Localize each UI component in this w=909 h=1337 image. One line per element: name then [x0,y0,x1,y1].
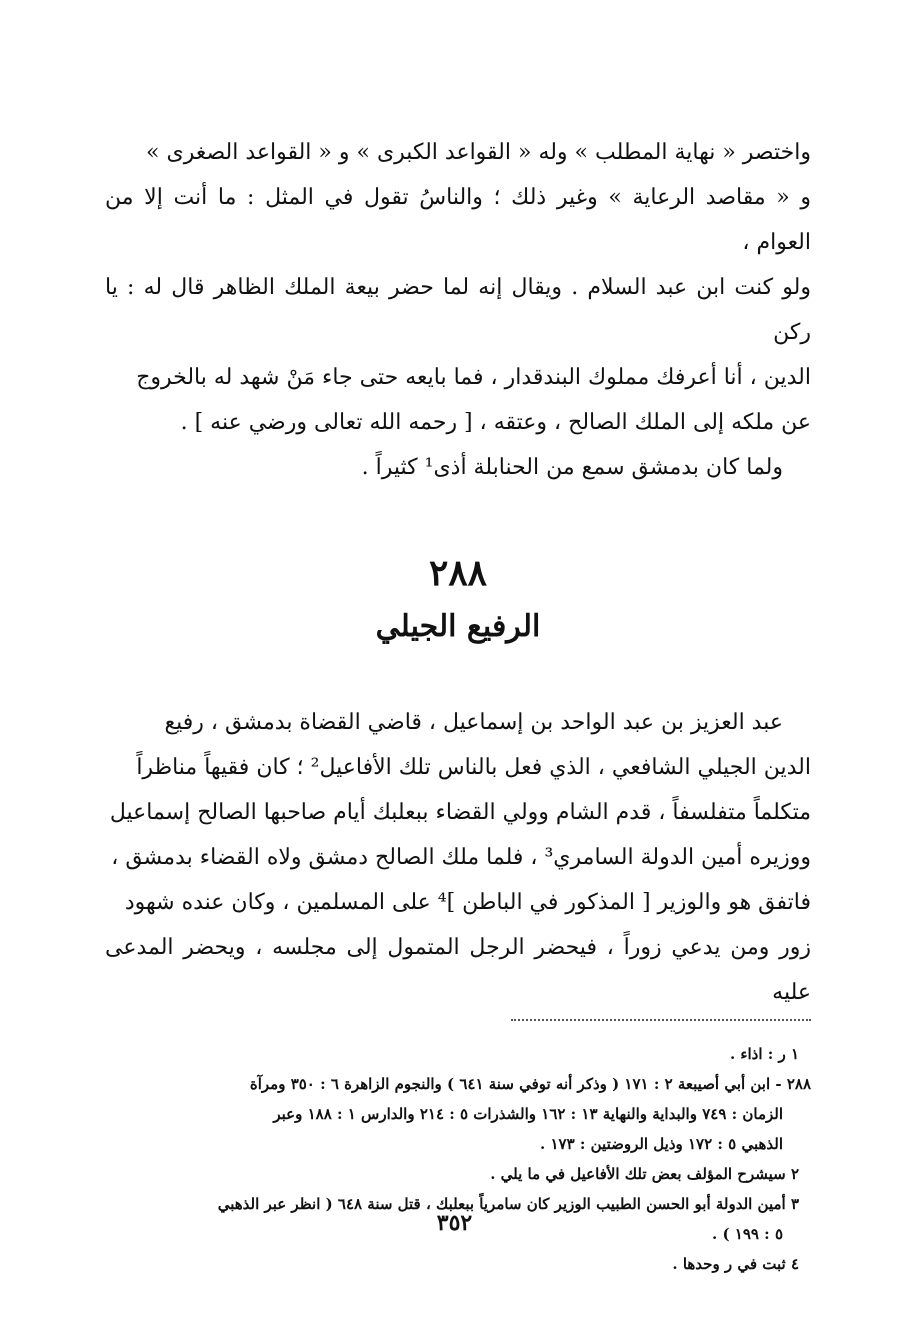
text-line: عن ملكه إلى الملك الصالح ، وعتقه ، [ رحمه الله تعالى ورضي عنه ] . [180,410,811,435]
body-paragraph [105,700,811,1015]
page-content [105,130,811,1279]
footnote: ٥ : ١٩٩ ) . [712,1225,783,1243]
text-line: الدين الجيلي الشافعي ، الذي فعل بالناس تلك الأفاعيل² ؛ كان فقيهاً مناظراً [136,755,811,780]
text-line: الدين ، أنا أعرفك مملوك البندقدار ، فما بايعه حتى جاء مَنْ شهد له بالخروج [136,365,811,390]
footnote: الزمان : ٧٤٩ والبداية والنهاية ١٣ : ١٦٢ والشذرات ٥ : ٢١٤ والدارس ١ : ١٨٨ وعبر [273,1105,783,1123]
footnote: ١ ر : اذاء . [729,1045,799,1063]
page-number: ٣٥٢ [436,1210,473,1236]
entry-title: الرفيع الجيلي [375,609,541,644]
text-line: عبد العزيز بن عبد الواحد بن إسماعيل ، قاضي القضاة بدمشق ، رفيع [164,710,783,735]
footnote: ٣ أمين الدولة أبو الحسن الطبيب الوزير كان سامرياً ببعلبك ، قتل سنة ٦٤٨ ( انظر عبر الذهبي [217,1195,799,1213]
footnote: ٤ ثبت في ر وحدها . [672,1255,799,1273]
footnote: ٢ سيشرح المؤلف بعض تلك الأفاعيل في ما يلي . [490,1165,799,1183]
entry-number: ٢٨٨ [428,552,487,594]
text-line: ولو كنت ابن عبد السلام . ويقال إنه لما حضر بيعة الملك الظاهر قال له : يا ركن [105,275,811,345]
footnote: الذهبي ٥ : ١٧٢ وذيل الروضتين : ١٧٣ . [540,1135,783,1153]
text-line: فاتفق هو والوزير [ المذكور في الباطن ]⁴ على المسلمين ، وكان عنده شهود [124,890,811,915]
footnotes [105,1039,811,1279]
footnote: ٢٨٨ - ابن أبي أصيبعة ٢ : ١٧١ ( وذكر أنه توفي سنة ٦٤١ ) والنجوم الزاهرة ٦ : ٣٥٠ ومرآة [249,1075,811,1093]
text-line: زور ومن يدعي زوراً ، فيحضر الرجل المتمول إلى مجلسه ، ويحضر المدعى عليه [105,935,811,1005]
text-line: متكلماً متفلسفاً ، قدم الشام وولي القضاء ببعلبك أيام صاحبها الصالح إسماعيل [109,800,811,825]
top-paragraph [105,130,811,490]
text-line: ووزيره أمين الدولة السامري³ ، فلما ملك الصالح دمشق ولاه القضاء بدمشق ، [111,845,811,870]
text-line: و « مقاصد الرعاية » وغير ذلك ؛ والناسُ تقول في المثل : ما أنت إلا من العوام ، [105,185,811,255]
text-line: واختصر « نهاية المطلب » وله « القواعد الكبرى » و « القواعد الصغرى » [146,140,811,165]
text-line: ولما كان بدمشق سمع من الحنابلة أذى¹ كثيراً . [361,455,783,480]
footnote-divider [511,1019,811,1021]
